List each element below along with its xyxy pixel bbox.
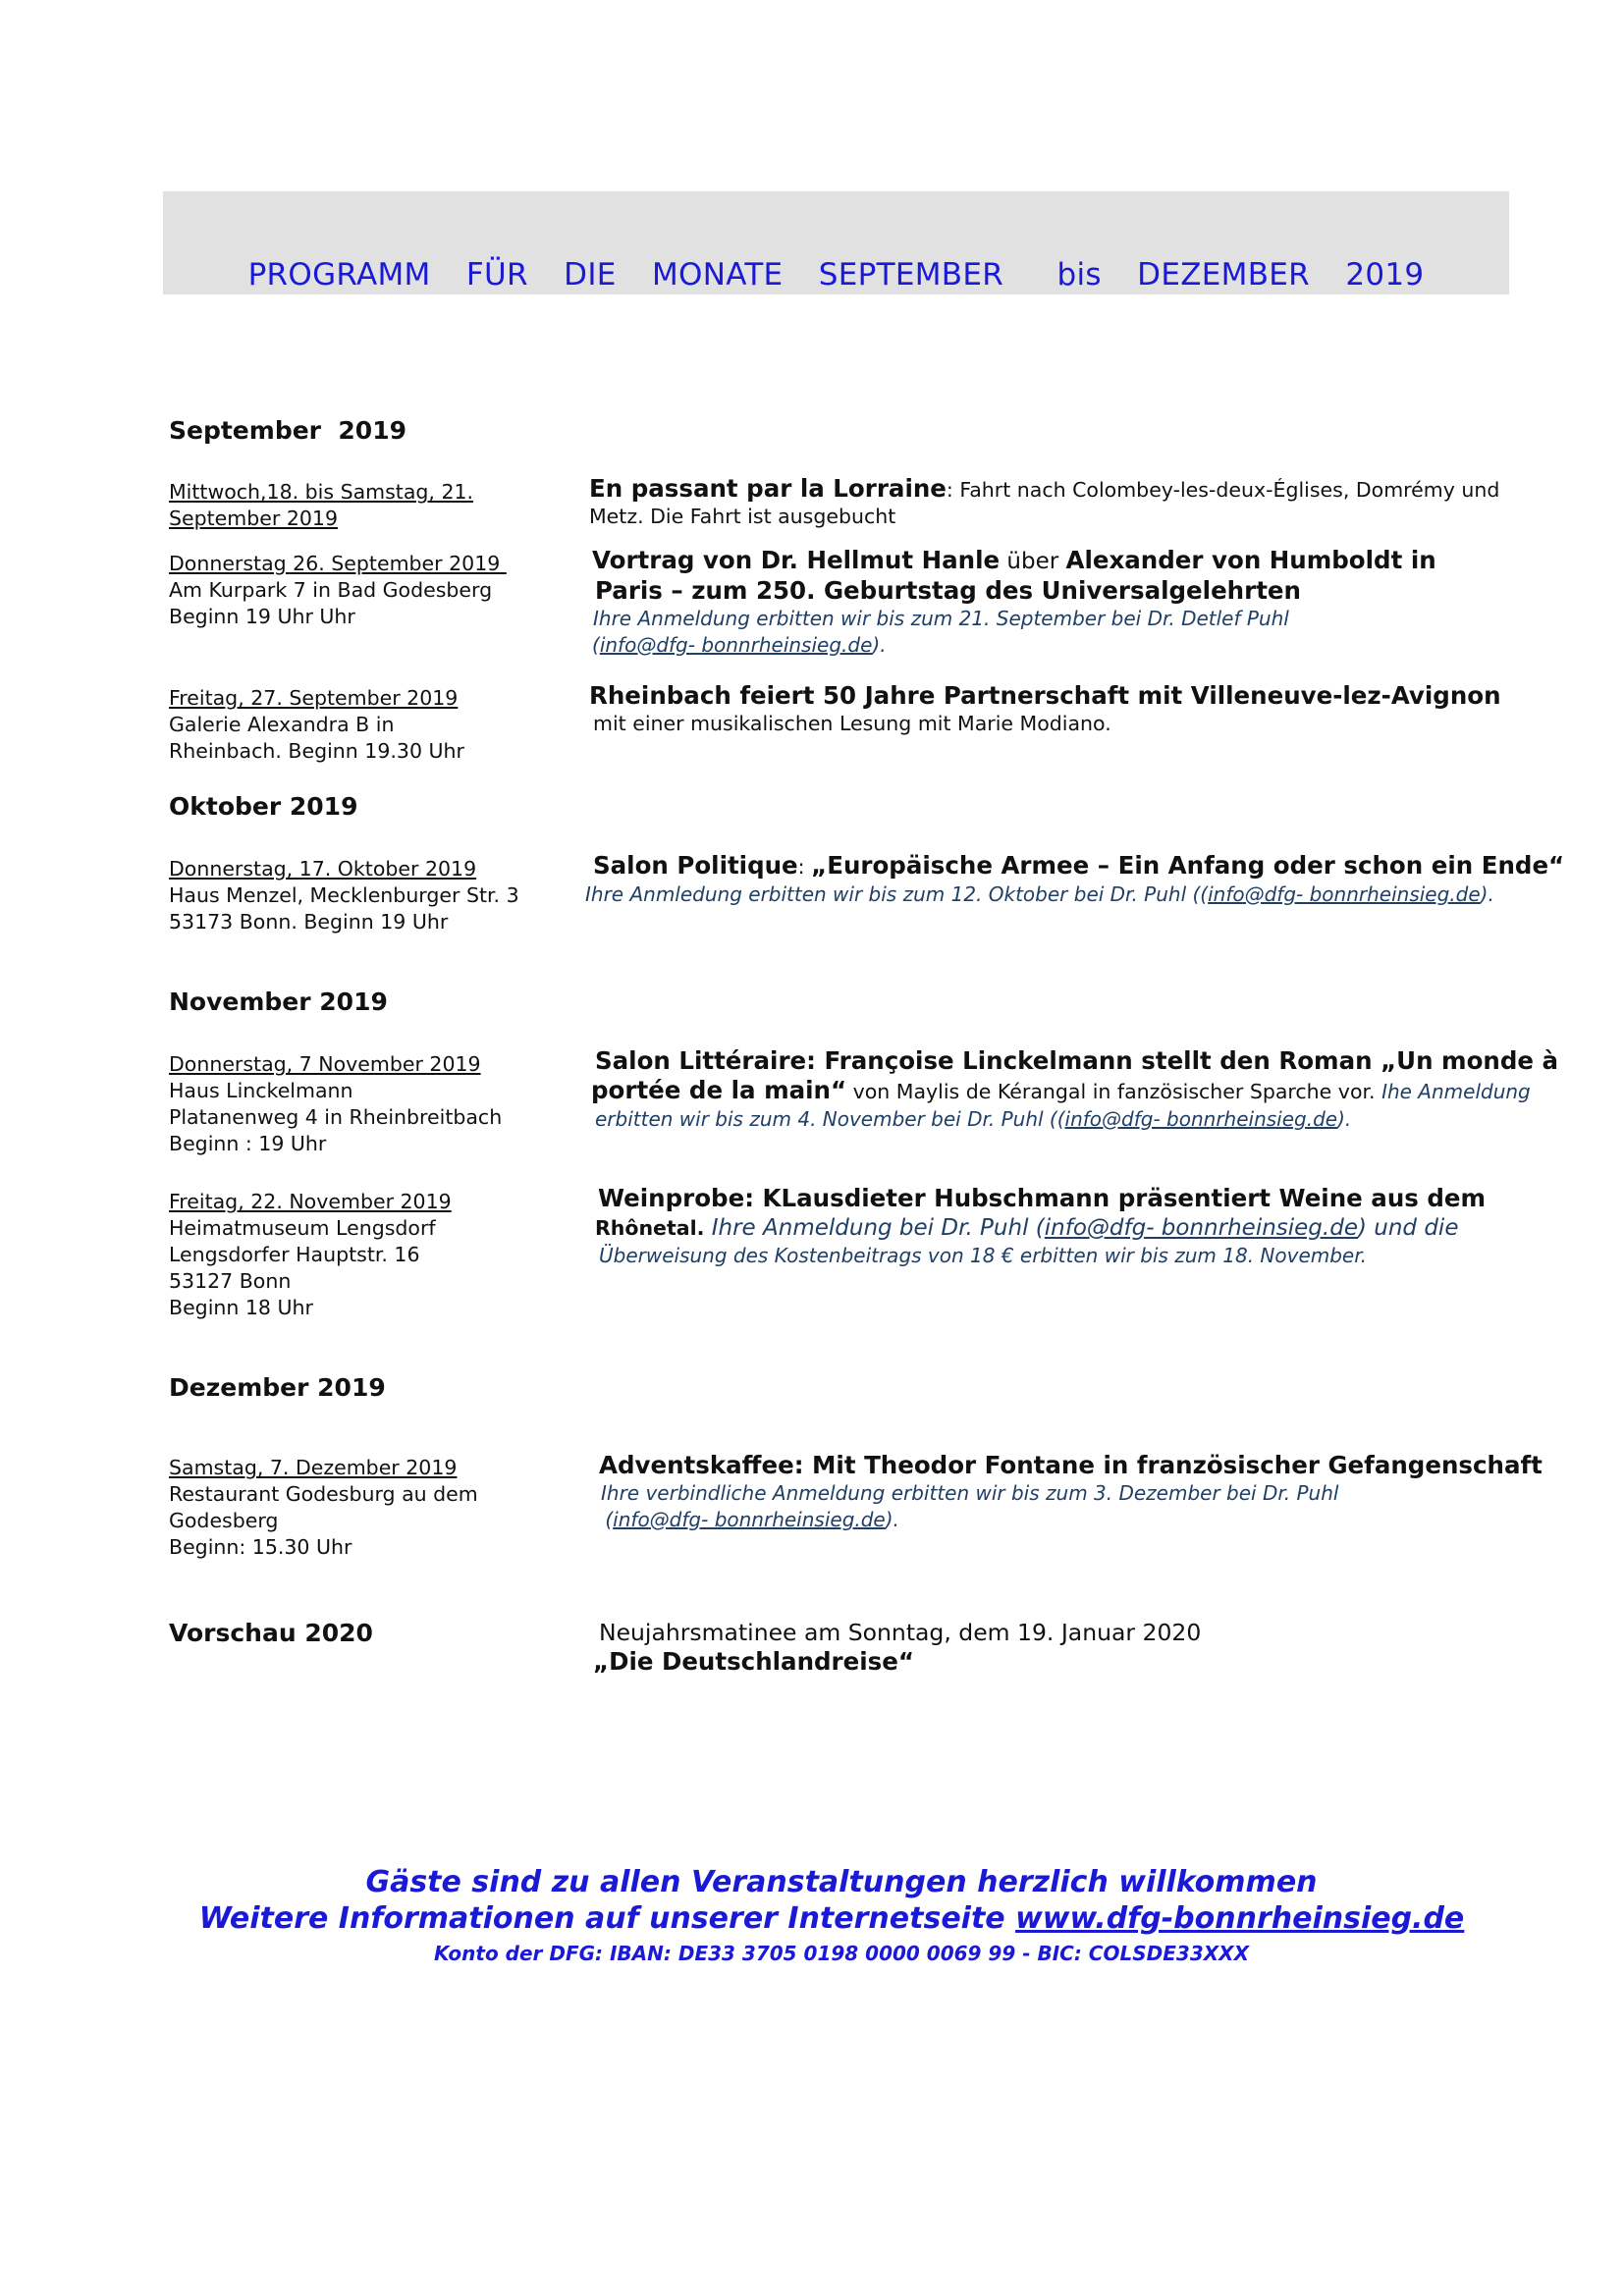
preview-line1: Neujahrsmatinee am Sonntag, dem 19. Januar 2020 (599, 1619, 1202, 1646)
event-4-title-a: Salon Politique (593, 851, 798, 880)
event-5-place1: Haus Linckelmann (169, 1079, 353, 1102)
event-4-email-link[interactable]: info@dfg- bonnrheinsieg.de (1208, 882, 1481, 906)
event-4-details (585, 851, 1567, 908)
event-7-note: Ihre verbindliche Anmeldung erbitten wir bis zum 3. Dezember bei Dr. Puhl (601, 1481, 1339, 1505)
page-title: PROGRAMM FÜR DIE MONATE SEPTEMBER bis DEZEMBER 2019 (247, 257, 1425, 293)
event-5-title-line2: portée de la main“ (591, 1076, 847, 1104)
event-3-meta (169, 685, 542, 765)
event-7-title: Adventskaffee: Mit Theodor Fontane in französischer Gefangenschaft (599, 1451, 1543, 1479)
event-4-place2: 53173 Bonn. Beginn 19 Uhr (169, 910, 449, 934)
event-5-title-line1: Salon Littéraire: Françoise Linckelmann stellt den Roman „Un monde à (595, 1046, 1559, 1075)
event-5-meta (169, 1051, 542, 1157)
event-7-note-open: ( (599, 1508, 614, 1531)
event-2-note: Ihre Anmeldung erbitten wir bis zum 21. September bei Dr. Detlef Puhl (593, 607, 1289, 630)
event-7-place2: Godesberg (169, 1509, 279, 1532)
event-6-date: Freitag, 22. November 2019 (169, 1190, 452, 1213)
event-6-note-c: Überweisung des Kostenbeitrags von 18 € erbitten wir bis zum 18. November. (599, 1244, 1367, 1267)
event-3-place1: Galerie Alexandra B in (169, 713, 395, 736)
event-3-title: Rheinbach feiert 50 Jahre Partnerschaft mit Villeneuve-lez-Avignon (589, 681, 1501, 710)
event-2-time: Beginn 19 Uhr Uhr (169, 605, 355, 628)
event-3-place2: Rheinbach. Beginn 19.30 Uhr (169, 739, 464, 763)
event-5-note-b: erbitten wir bis zum 4. November bei Dr. Puhl (( (595, 1107, 1065, 1131)
event-5-note-a: Ihe Anmeldung (1381, 1080, 1531, 1103)
event-3-date: Freitag, 27. September 2019 (169, 686, 459, 710)
event-2-details (592, 546, 1535, 659)
event-6-note-b: ) und die (1357, 1215, 1459, 1241)
event-5-time: Beginn : 19 Uhr (169, 1132, 327, 1155)
event-2-note-open: ( (592, 633, 600, 657)
footer-info-text: Weitere Informationen auf unserer Internetseite (198, 1901, 1016, 1936)
event-5-desc: von Maylis de Kérangal in fanzösischer Sparche vor. (846, 1080, 1382, 1103)
event-6-place1: Heimatmuseum Lengsdorf (169, 1216, 436, 1240)
event-6-note-a: Ihre Anmeldung bei Dr. Puhl ( (704, 1215, 1045, 1241)
event-1-meta (169, 479, 542, 532)
event-6-time: Beginn 18 Uhr (169, 1296, 313, 1319)
event-1-details (589, 475, 1532, 530)
event-6-details (595, 1184, 1557, 1269)
event-5-note-close: ). (1337, 1107, 1352, 1131)
footer-info (0, 1901, 1624, 1936)
event-4-date: Donnerstag, 17. Oktober 2019 (169, 857, 477, 881)
event-7-time: Beginn: 15.30 Uhr (169, 1535, 352, 1559)
event-4-note: Ihre Anmledung erbitten wir bis zum 12. Oktober bei Dr. Puhl (( (585, 882, 1209, 906)
header-band (163, 191, 1509, 294)
preview-details (593, 1618, 1561, 1677)
event-1-title: En passant par la Lorraine (589, 474, 947, 503)
event-2-date: Donnerstag 26. September 2019 (169, 552, 507, 575)
event-1-date-line2: September 2019 (169, 507, 338, 530)
event-2-title-b: Alexander von Humboldt in (1065, 546, 1436, 574)
event-1-date-line1: Mittwoch,18. bis Samstag, 21. (169, 480, 474, 504)
month-heading-oktober: Oktober 2019 (169, 792, 358, 821)
event-7-date: Samstag, 7. Dezember 2019 (169, 1456, 458, 1479)
event-2-title-a: Vortrag von Dr. Hellmut Hanle (592, 546, 1001, 574)
event-7-meta (169, 1455, 542, 1561)
event-2-note-close: ). (872, 633, 887, 657)
event-6-place3: 53127 Bonn (169, 1269, 292, 1293)
event-4-meta (169, 856, 542, 935)
event-2-title-mid: über (1000, 549, 1066, 574)
website-link[interactable]: www.dfg-bonnrheinsieg.de (1015, 1901, 1465, 1936)
event-2-meta (169, 551, 542, 630)
event-1-desc1: : Fahrt nach Colombey-les-deux-Églises, Domrémy und (946, 478, 1500, 502)
event-4-title-b: „Europäische Armee – Ein Anfang oder schon ein Ende“ (811, 851, 1565, 880)
event-6-meta (169, 1189, 542, 1321)
event-2-title-line2: Paris – zum 250. Geburtstag des Universalgelehrten (595, 576, 1301, 605)
month-heading-september: September 2019 (169, 416, 406, 445)
event-4-title-colon: : (797, 855, 812, 879)
event-7-place1: Restaurant Godesburg au dem (169, 1482, 478, 1506)
event-5-place2: Platanenweg 4 in Rheinbreitbach (169, 1105, 503, 1129)
footer-bank-details: Konto der DFG: IBAN: DE33 3705 0198 0000 0069 99 - BIC: COLSDE33XXX (434, 1942, 1249, 1965)
event-6-email-link[interactable]: info@dfg- bonnrheinsieg.de (1044, 1215, 1358, 1241)
event-5-details (591, 1046, 1573, 1133)
event-5-date: Donnerstag, 7 November 2019 (169, 1052, 481, 1076)
event-6-place2: Lengsdorfer Hauptstr. 16 (169, 1243, 420, 1266)
event-5-email-link[interactable]: info@dfg- bonnrheinsieg.de (1064, 1107, 1338, 1131)
event-2-email-link[interactable]: info@dfg- bonnrheinsieg.de (599, 633, 873, 657)
event-7-note-close: ). (885, 1508, 899, 1531)
event-6-title-line2: Rhônetal. (595, 1216, 705, 1240)
event-3-details (589, 681, 1532, 737)
event-2-place: Am Kurpark 7 in Bad Godesberg (169, 578, 493, 602)
event-4-note-close: ). (1480, 882, 1494, 906)
event-7-details (599, 1451, 1561, 1533)
event-1-desc2: Metz. Die Fahrt ist ausgebucht (589, 505, 896, 528)
event-6-title-line1: Weinprobe: KLausdieter Hubschmann präsentiert Weine aus dem (598, 1184, 1487, 1212)
footer-welcome: Gäste sind zu allen Veranstaltungen herzlich willkommen (365, 1865, 1318, 1899)
event-7-email-link[interactable]: info@dfg- bonnrheinsieg.de (613, 1508, 886, 1531)
event-4-place1: Haus Menzel, Mecklenburger Str. 3 (169, 883, 519, 907)
month-heading-november: November 2019 (169, 988, 388, 1016)
preview-line2: „Die Deutschlandreise“ (593, 1647, 914, 1676)
event-3-desc: mit einer musikalischen Lesung mit Marie Modiano. (593, 712, 1111, 735)
month-heading-dezember: Dezember 2019 (169, 1373, 386, 1402)
month-heading-vorschau: Vorschau 2020 (169, 1619, 373, 1647)
